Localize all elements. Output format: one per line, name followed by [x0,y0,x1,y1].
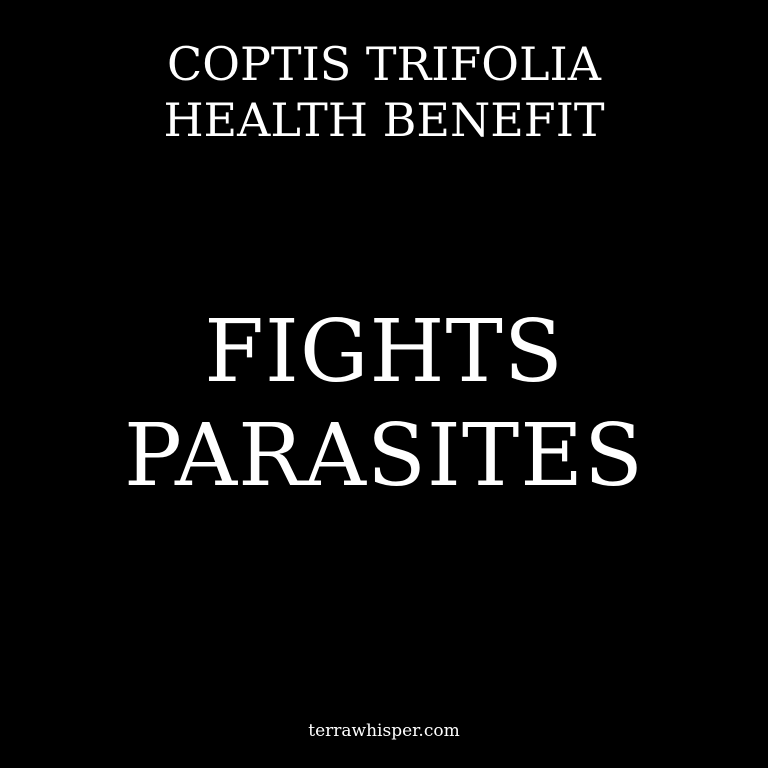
site-credit: terrawhisper.com [308,721,460,741]
header-subtitle: HEALTH BENEFIT [163,93,605,147]
benefit-headline [0,300,768,508]
plant-name: COPTIS TRIFOLIA [167,37,601,91]
benefit-line-2: PARASITES [124,406,644,506]
card-header [0,36,768,148]
benefit-line-1: FIGHTS [204,302,564,402]
